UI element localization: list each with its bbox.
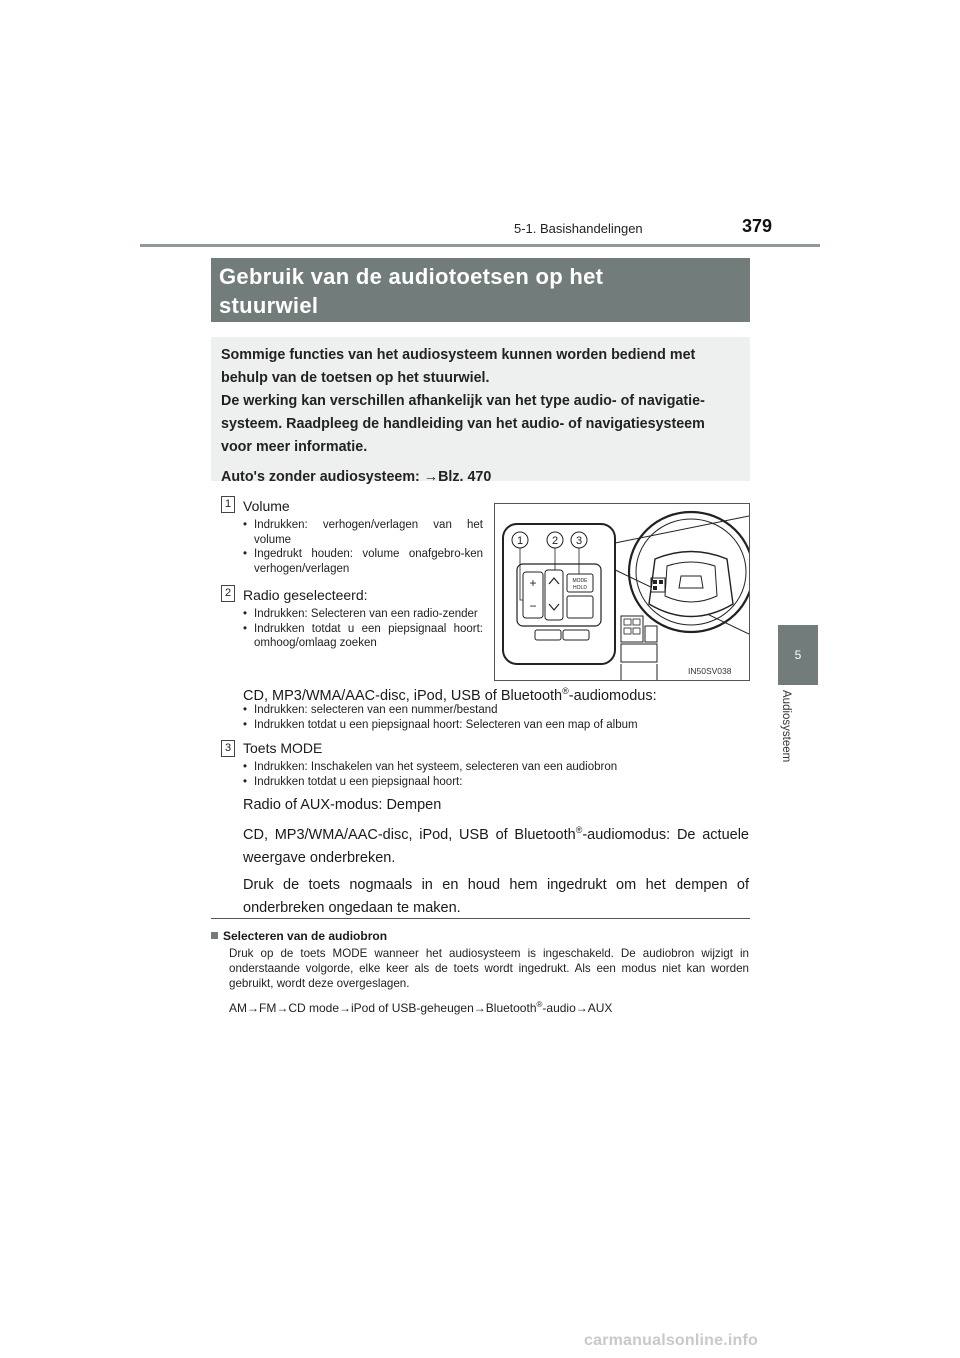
item-number-badge-2: 2: [221, 585, 235, 602]
steering-wheel-drawing: [495, 504, 749, 680]
arrow-icon: →: [473, 1001, 486, 1015]
arrow-icon: →: [423, 469, 439, 485]
callout-1: 1: [516, 535, 524, 547]
arrow-icon: →: [247, 1001, 259, 1015]
cd-mode-title-suffix: -audiomodus:: [568, 687, 657, 704]
registered-mark: ®: [536, 1000, 543, 1009]
note-body: Druk op de toets MODE wanneer het audiosysteem is ingeschakeld. De audiobron wijzigt in onderstaande volgorde, elke keer als de toets wordt ingedrukt. Als een modus niet kan worden gebruikt, wordt deze overgeslagen.: [229, 947, 749, 990]
list-item: • Indrukken: verhogen/verlagen van het volume: [243, 518, 483, 547]
mute-text: Radio of AUX-modus: Dempen: [243, 797, 442, 813]
item-number-badge-3: 3: [221, 740, 235, 757]
item-3-details: [243, 794, 749, 920]
hold-button-label: HOLD: [573, 585, 587, 591]
list-item: • Ingedrukt houden: volume onafgebro-ken verhogen/verlagen: [243, 547, 483, 576]
watermark: carmanualsonline.info: [584, 1332, 759, 1349]
seq-item: -audio: [542, 1001, 576, 1015]
intro-reference: [221, 466, 740, 489]
section-title-line2: stuurwiel: [219, 293, 319, 318]
intro-ref-page-link[interactable]: Blz. 470: [438, 469, 492, 485]
figure-code: IN50SV038: [688, 666, 732, 676]
callout-3: 3: [575, 535, 583, 547]
intro-line4: systeem. Raadpleeg de handleiding van het audio- of navigatiesysteem: [221, 416, 705, 432]
arrow-icon: →: [276, 1001, 289, 1015]
list-item: • Indrukken totdat u een piepsignaal hoort:: [243, 775, 749, 790]
item-title-volume: Volume: [243, 498, 290, 514]
intro-line2: behulp van de toetsen op het stuurwiel.: [221, 370, 490, 386]
cd-mode-title-text: CD, MP3/WMA/AAC-disc, iPod, USB of Bluetooth: [243, 687, 563, 704]
intro-line3: De werking kan verschillen afhankelijk van het type audio- of navigatie-: [221, 393, 705, 409]
note-title: [211, 929, 387, 943]
running-header-section: 5-1. Basishandelingen: [514, 221, 643, 236]
pause-text: [243, 819, 749, 870]
seq-item: iPod of USB-geheugen: [351, 1001, 474, 1015]
item-3-bullets: [243, 760, 749, 789]
arrow-icon: →: [575, 1001, 588, 1015]
section-separator: [211, 918, 750, 919]
seq-item: AM: [229, 1001, 247, 1015]
list-item: • Indrukken totdat u een piepsignaal hoort: Selecteren van een map of album: [243, 718, 749, 733]
page-number: 379: [742, 216, 773, 236]
intro-box: [211, 337, 750, 485]
svg-text:−: −: [529, 599, 537, 613]
callout-2: 2: [551, 535, 559, 547]
svg-text:+: +: [529, 576, 537, 590]
list-item: • Indrukken: Selecteren van een radio-zender: [243, 607, 483, 622]
registered-mark: ®: [575, 825, 583, 835]
square-bullet-icon: [211, 932, 218, 939]
seq-item: AUX: [587, 1001, 613, 1015]
seq-item: Bluetooth: [485, 1001, 537, 1015]
header-rule: [140, 244, 820, 247]
seq-item: FM: [259, 1001, 277, 1015]
section-title-line1: Gebruik van de audiotoetsen op het: [219, 264, 604, 289]
pause-text-pre: CD, MP3/WMA/AAC-disc, iPod, USB of Bluetooth: [243, 826, 576, 843]
undo-text: Druk de toets nogmaals in en houd hem ingedrukt om het dempen of onderbreken ongedaan te maken.: [243, 876, 749, 916]
item-title-mode: Toets MODE: [243, 740, 323, 756]
arrow-icon: →: [339, 1001, 352, 1015]
note-title-text: Selecteren van de audiobron: [223, 929, 388, 943]
item-2-bullets: [243, 607, 483, 651]
chapter-label: [772, 690, 824, 780]
chapter-label-text: Audiosysteem: [780, 690, 792, 763]
item-number-badge-1: 1: [221, 496, 235, 513]
intro-ref-text: Auto's zonder audiosysteem:: [221, 469, 424, 485]
item-title-radio: Radio geselecteerd:: [243, 587, 368, 603]
intro-line5: voor meer informatie.: [221, 439, 368, 455]
list-item: • Indrukken totdat u een piepsignaal hoort: omhoog/omlaag zoeken: [243, 622, 483, 651]
intro-line1: Sommige functies van het audiosysteem kunnen worden bediend met: [221, 347, 696, 363]
section-title: [211, 258, 750, 322]
steering-wheel-illustration: [494, 503, 750, 681]
list-item: • Indrukken: Inschakelen van het systeem, selecteren van een audiobron: [243, 760, 749, 775]
registered-mark: ®: [562, 686, 569, 696]
item-2-cd-bullets: [243, 703, 749, 732]
source-sequence: [229, 1000, 612, 1015]
item-1-bullets: [243, 518, 483, 576]
list-item: • Indrukken: selecteren van een nummer/bestand: [243, 703, 749, 718]
chapter-tab: 5: [778, 625, 818, 685]
mode-button-label: MODE: [572, 578, 588, 584]
seq-item: CD mode: [288, 1001, 340, 1015]
pause-text-post: -audiomodus: De actuele weergave onderbreken.: [243, 826, 749, 866]
